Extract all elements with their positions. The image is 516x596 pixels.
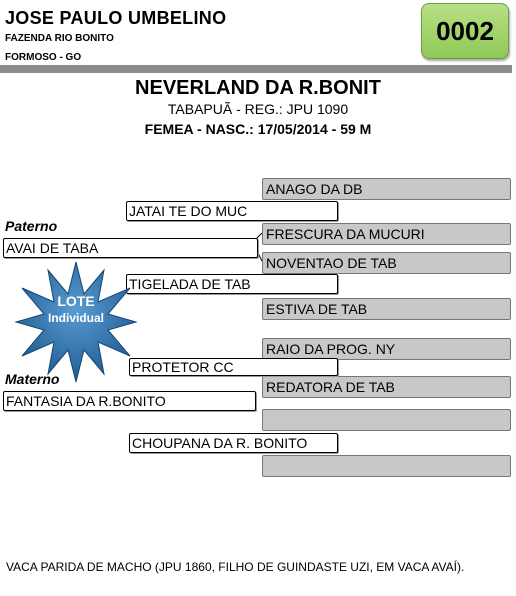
pedigree-sire-sire: JATAI TE DO MUC bbox=[126, 201, 338, 221]
pedigree-dss: RAIO DA PROG. NY bbox=[262, 338, 511, 360]
materno-label: Materno bbox=[5, 371, 60, 387]
city-name: FORMOSO - GO bbox=[5, 52, 82, 63]
pedigree-dam-sire: PROTETOR CC bbox=[129, 358, 338, 376]
animal-birth: FEMEA - NASC.: 17/05/2014 - 59 M bbox=[144, 121, 372, 137]
pedigree-dam: FANTASIA DA R.BONITO bbox=[3, 391, 256, 411]
badge-line1: LOTE bbox=[57, 293, 95, 309]
lot-number-badge: 0002 bbox=[421, 3, 509, 59]
pedigree-sds: NOVENTAO DE TAB bbox=[262, 252, 511, 274]
pedigree-sss: ANAGO DA DB bbox=[262, 178, 511, 200]
pedigree-ddd bbox=[262, 455, 511, 477]
pedigree-dsd: REDATORA DE TAB bbox=[262, 376, 511, 398]
footer-note: VACA PARIDA DE MACHO (JPU 1860, FILHO DE GUINDASTE UZI, EM VACA AVAÍ). bbox=[6, 560, 465, 574]
farm-name: FAZENDA RIO BONITO bbox=[5, 33, 114, 44]
pedigree-sdd: ESTIVA DE TAB bbox=[262, 298, 511, 320]
pedigree-dam-dam: CHOUPANA DA R. BONITO bbox=[129, 433, 338, 453]
pedigree-sire: AVAI DE TABA bbox=[3, 238, 258, 258]
pedigree-sire-dam: TIGELADA DE TAB bbox=[126, 274, 338, 294]
badge-line2: Individual bbox=[47, 311, 104, 325]
owner-name: JOSE PAULO UMBELINO bbox=[5, 8, 227, 28]
pedigree-ssd: FRESCURA DA MUCURI bbox=[262, 223, 511, 245]
paterno-label: Paterno bbox=[5, 218, 58, 234]
lote-individual-text bbox=[14, 293, 138, 325]
animal-registry: TABAPUÃ - REG.: JPU 1090 bbox=[167, 101, 349, 117]
pedigree-dds bbox=[262, 409, 511, 431]
animal-name: NEVERLAND DA R.BONIT bbox=[135, 77, 381, 99]
